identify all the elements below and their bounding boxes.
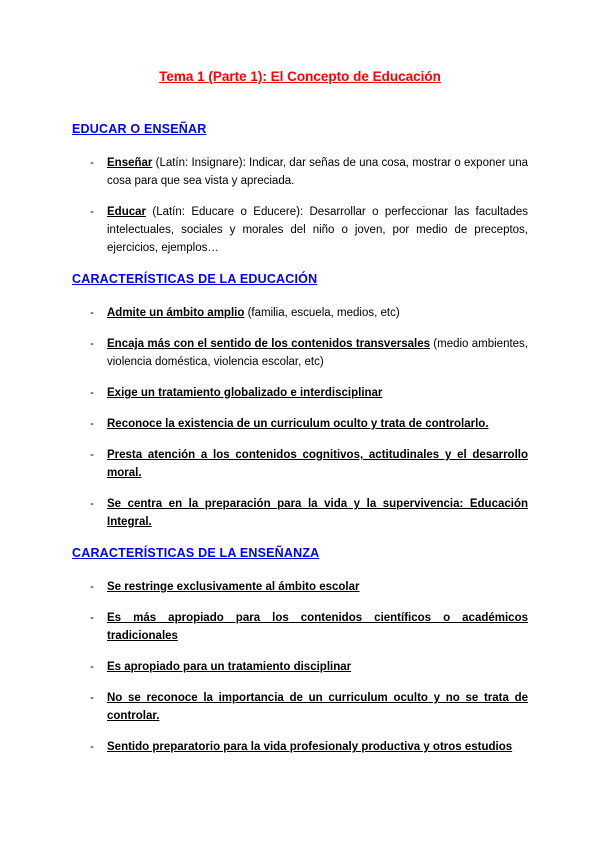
bullet-marker: - bbox=[90, 741, 94, 753]
bullet-marker: - bbox=[90, 581, 94, 593]
bullet-marker: - bbox=[90, 418, 94, 430]
item-lead-text: Admite un ámbito amplio bbox=[107, 307, 245, 319]
item-rest-text: (Latín: Insignare): Indicar, dar señas de una cosa, mostrar o exponer una cosa para que sea vista y apreciada. bbox=[107, 157, 528, 187]
bullet-marker: - bbox=[90, 338, 94, 350]
bullet-item bbox=[72, 335, 528, 371]
item-rest-text: (medio ambientes, violencia doméstica, violencia escolar, etc) bbox=[107, 338, 528, 368]
bullet-marker: - bbox=[90, 661, 94, 673]
section-educar-o-ensenar bbox=[72, 120, 528, 257]
item-lead-text: No se reconoce la importancia de un curriculum oculto y no se trata de controlar. bbox=[107, 692, 528, 722]
bullet-item bbox=[72, 495, 528, 531]
item-lead-text: Exige un tratamiento globalizado e interdisciplinar bbox=[107, 387, 383, 399]
document-title: Tema 1 (Parte 1): El Concepto de Educación bbox=[159, 69, 441, 84]
bullet-marker: - bbox=[90, 387, 94, 399]
section-heading-caracteristicas-educacion: CARACTERÍSTICAS DE LA EDUCACIÓN bbox=[72, 272, 318, 286]
bullet-item bbox=[72, 384, 528, 402]
item-rest-text: (Latín: Educare o Educere): Desarrollar o perfeccionar las facultades intelectuales, sociales y morales del niño o joven, por medio de preceptos, ejercicios, ejemplos… bbox=[107, 206, 528, 254]
item-lead-text: Sentido preparatorio para la vida profesionaly productiva y otros estudios bbox=[107, 741, 513, 753]
section-heading-caracteristicas-ensenanza: CARACTERÍSTICAS DE LA ENSEÑANZA bbox=[72, 546, 320, 560]
bullet-marker: - bbox=[90, 307, 94, 319]
bullet-item-educar bbox=[72, 203, 528, 257]
bullet-item bbox=[72, 415, 528, 433]
bullet-item bbox=[72, 578, 528, 596]
bullet-item bbox=[72, 304, 528, 322]
item-lead-text: Educar bbox=[107, 206, 146, 218]
bullet-marker: - bbox=[90, 206, 94, 218]
section-heading-educar-o-ensenar: EDUCAR O ENSEÑAR bbox=[72, 122, 207, 136]
section-caracteristicas-ensenanza bbox=[72, 544, 528, 756]
bullet-item bbox=[72, 738, 528, 756]
bullet-item-ensenar bbox=[72, 154, 528, 190]
item-rest-text: (familia, escuela, medios, etc) bbox=[244, 307, 400, 319]
bullet-marker: - bbox=[90, 449, 94, 461]
item-lead-text: Es más apropiado para los contenidos científicos o académicos tradicionales bbox=[107, 612, 528, 642]
bullet-marker: - bbox=[90, 612, 94, 624]
bullet-item bbox=[72, 446, 528, 482]
section-caracteristicas-educacion bbox=[72, 270, 528, 531]
bullet-item bbox=[72, 609, 528, 645]
item-lead-text: Encaja más con el sentido de los contenidos transversales bbox=[107, 338, 430, 350]
item-lead-text: Enseñar bbox=[107, 157, 153, 169]
item-lead-text: Se restringe exclusivamente al ámbito escolar bbox=[107, 581, 360, 593]
bullet-item bbox=[72, 658, 528, 676]
bullet-marker: - bbox=[90, 498, 94, 510]
item-lead-text: Se centra en la preparación para la vida y la supervivencia: Educación Integral. bbox=[107, 498, 528, 528]
bullet-marker: - bbox=[90, 157, 94, 169]
item-lead-text: Reconoce la existencia de un curriculum oculto y trata de controlarlo. bbox=[107, 418, 489, 430]
item-lead-text: Es apropiado para un tratamiento disciplinar bbox=[107, 661, 352, 673]
item-lead-text: Presta atención a los contenidos cognitivos, actitudinales y el desarrollo moral. bbox=[107, 449, 528, 479]
bullet-item bbox=[72, 689, 528, 725]
bullet-marker: - bbox=[90, 692, 94, 704]
